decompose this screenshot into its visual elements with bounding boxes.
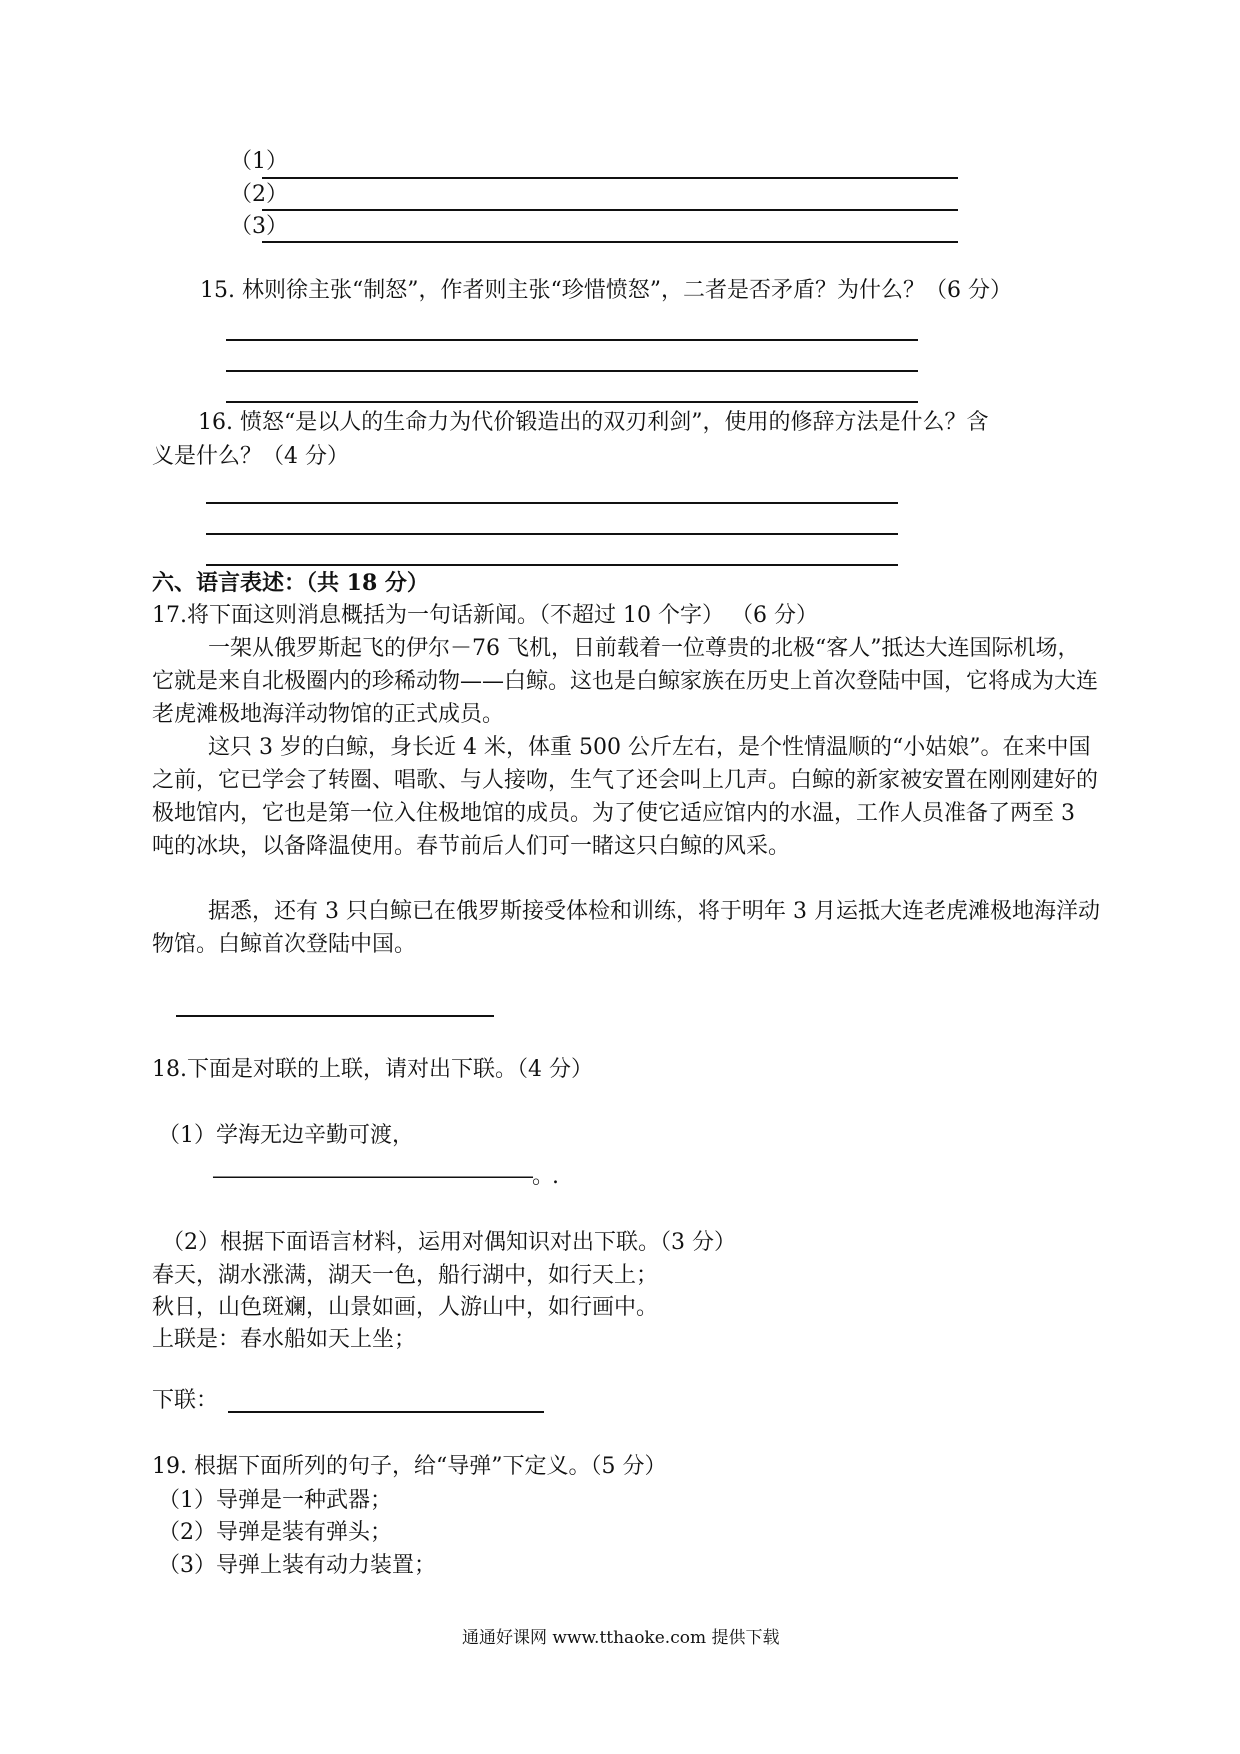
- question-17: 17.将下面这则消息概括为一句话新闻。（不超过 10 个字） （6 分）: [152, 603, 818, 628]
- q15-answer-line-3[interactable]: [226, 401, 918, 403]
- answer-line-2[interactable]: [262, 209, 958, 211]
- question-16-line-2: 义是什么？（4 分）: [152, 444, 349, 469]
- q16-answer-line-3[interactable]: [206, 564, 898, 566]
- q18-2-prompt: （2）根据下面语言材料，运用对偶知识对出下联。（3 分）: [162, 1230, 736, 1255]
- q15-answer-line-1[interactable]: [226, 339, 918, 341]
- answer-line-3[interactable]: [262, 241, 958, 243]
- q19-item-3: （3）导弹上装有动力装置；: [158, 1553, 436, 1578]
- blank-label-1: （1）: [230, 149, 288, 174]
- blank-label-2: （2）: [230, 182, 288, 207]
- q18-2-lower-label: 下联：: [152, 1388, 219, 1413]
- question-15: 15. 林则徐主张“制怒”，作者则主张“珍惜愤怒”，二者是否矛盾？为什么？（6 分）: [200, 278, 1012, 303]
- answer-line-1[interactable]: [262, 177, 958, 179]
- q19-item-2: （2）导弹是装有弹头；: [158, 1520, 392, 1545]
- question-19: 19. 根据下面所列的句子，给“导弹”下定义。（5 分）: [152, 1454, 667, 1479]
- q18-2-upper-couplet: 上联是：春水船如天上坐；: [152, 1327, 417, 1352]
- blank-label-3: （3）: [230, 214, 288, 239]
- q17-answer-line[interactable]: [176, 1015, 494, 1017]
- section-6-heading: 六、语言表述：（共 18 分）: [152, 570, 429, 596]
- q15-answer-line-2[interactable]: [226, 370, 918, 372]
- q18-2-answer-line[interactable]: [228, 1411, 544, 1413]
- q17-paragraph-3: 据悉，还有 3 只白鲸已在俄罗斯接受体检和训练，将于明年 3 月运抵大连老虎滩极地海洋动物馆。白鲸首次登陆中国。: [152, 899, 1100, 957]
- page-footer: 通通好课网 www.tthaoke.com 提供下载: [462, 1628, 780, 1648]
- q16-answer-line-2[interactable]: [206, 533, 898, 535]
- q18-1-prompt: （1）学海无边辛勤可渡，: [158, 1123, 414, 1148]
- question-16-line-1: 16. 愤怒“是以人的生命力为代价锻造出的双刃利剑”，使用的修辞方法是什么？含: [198, 410, 989, 435]
- q16-answer-line-1[interactable]: [206, 502, 898, 504]
- question-18: 18.下面是对联的上联，请对出下联。（4 分）: [152, 1057, 593, 1082]
- q17-paragraph-2: 这只 3 岁的白鲸，身长近 4 米，体重 500 公斤左右，是个性情温顺的“小姑娘”。在来中国之前，它已学会了转圈、唱歌、与人接吻，生气了还会叫上几声。白鲸的新家被安置在刚刚建好的极地馆内，它也是第一位入住极地馆的成员。为了使它适应馆内的水温，工作人员准备了两至 3 吨的冰块，以备降温使用。春节前后人们可一睹这只白鲸的风采。: [152, 735, 1099, 859]
- q18-2-material-line-1: 春天，湖水涨满，湖天一色，船行湖中，如行天上；: [152, 1263, 659, 1288]
- q17-paragraph-1: 一架从俄罗斯起飞的伊尔－76 飞机，日前载着一位尊贵的北极“客人”抵达大连国际机场，它就是来自北极圈内的珍稀动物——白鲸。这也是白鲸家族在历史上首次登陆中国，它将成为大连老虎滩极地海洋动物馆的正式成员。: [152, 636, 1099, 727]
- q19-item-1: （1）导弹是一种武器；: [158, 1488, 392, 1513]
- q18-2-material-line-2: 秋日，山色斑斓，山景如画，人游山中，如行画中。: [152, 1295, 659, 1320]
- q18-1-answer-blank[interactable]: ————————————————。.: [212, 1164, 557, 1189]
